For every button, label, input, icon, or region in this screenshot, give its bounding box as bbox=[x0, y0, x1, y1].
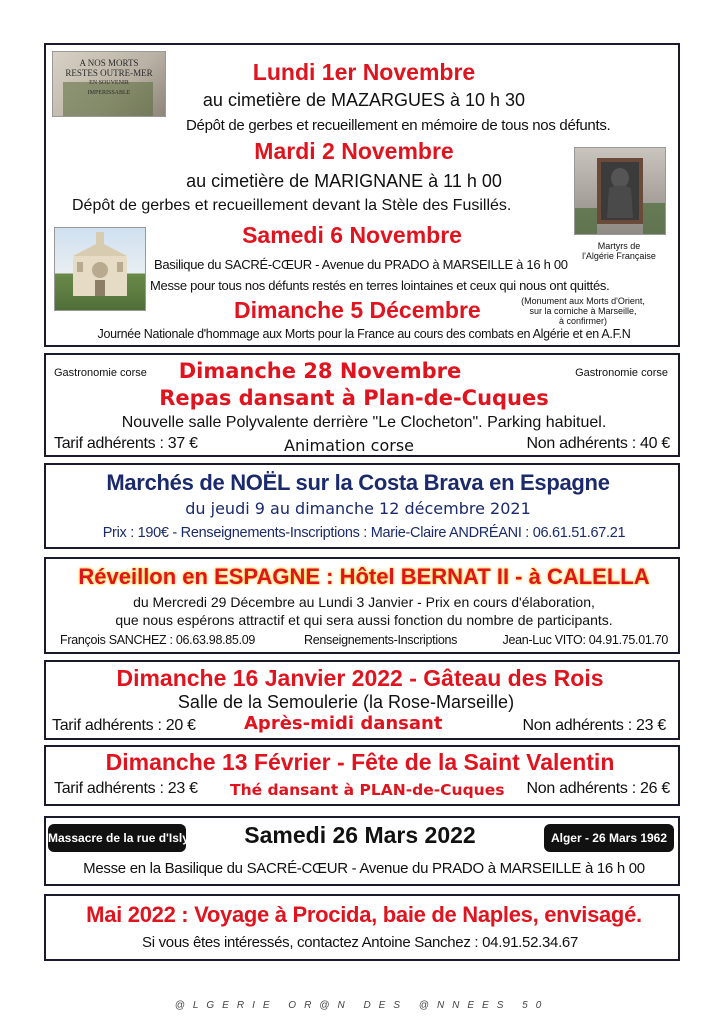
plaque-line: EN SOUVENIR bbox=[89, 80, 129, 86]
procida-trip-box bbox=[44, 894, 680, 961]
plaque-line: A NOS MORTS bbox=[79, 58, 139, 68]
dinner-price-non-members: Non adhérents : 40 € bbox=[526, 435, 670, 452]
kings-cake-price-members: Tarif adhérents : 20 € bbox=[52, 717, 196, 734]
kings-cake-venue: Salle de la Semoulerie (la Rose-Marseille) bbox=[177, 692, 515, 712]
corsican-dinner-box bbox=[44, 353, 680, 457]
reveillon-title: Réveillon en ESPAGNE : Hôtel BERNAT II - à CALELLA bbox=[78, 564, 650, 589]
event4-desc: Journée Nationale d'hommage aux Morts pour la France au cours des combats en Algérie et en A.F.N bbox=[97, 327, 631, 341]
event2-desc: Dépôt de gerbes et recueillement devant la Stèle des Fusillés. bbox=[72, 197, 512, 214]
kings-cake-price-non-members: Non adhérents : 23 € bbox=[522, 717, 666, 734]
statue-caption: Martyrs de bbox=[597, 241, 641, 251]
plaque-line: IMPERISSABLE bbox=[87, 90, 131, 96]
procida-title: Mai 2022 : Voyage à Procida, baie de Naples, envisagé. bbox=[86, 902, 642, 927]
isly-massacre-pill: Massacre de la rue d'Isly bbox=[48, 824, 186, 852]
right-tag: Gastronomie corse bbox=[575, 367, 668, 379]
valentine-price-non-members: Non adhérents : 26 € bbox=[526, 780, 670, 797]
kings-cake-activity: Après-midi dansant bbox=[244, 713, 443, 734]
isly-date: Samedi 26 Mars 2022 bbox=[244, 822, 476, 848]
event1-place: au cimetière de MAZARGUES à 10 h 30 bbox=[202, 90, 526, 110]
event4-note: à confirmer) bbox=[558, 316, 607, 326]
valentine-price-members: Tarif adhérents : 23 € bbox=[54, 780, 198, 797]
event4-note: (Monument aux Morts d'Orient, bbox=[521, 296, 645, 306]
contact-vito: Jean-Luc VITO: 04.91.75.01.70 bbox=[502, 633, 668, 647]
dinner-price-members: Tarif adhérents : 37 € bbox=[54, 435, 198, 452]
reveillon-line2: que nous espérons attractif et qui sera aussi fonction du nombre de participants. bbox=[115, 612, 613, 628]
new-year-eve-box bbox=[44, 557, 680, 654]
event2-place: au cimetière de MARIGNANE à 11 h 00 bbox=[186, 171, 502, 191]
reveillon-line1: du Mercredi 29 Décembre au Lundi 3 Janvier - Prix en cours d'élaboration, bbox=[133, 594, 595, 610]
contact-sanchez: François SANCHEZ : 06.63.98.85.09 bbox=[60, 633, 256, 647]
markets-info: Prix : 190€ - Renseignements-Inscriptions : Marie-Claire ANDRÉANI : 06.61.51.67.21 bbox=[102, 525, 626, 541]
markets-dates: du jeudi 9 au dimanche 12 décembre 2021 bbox=[185, 499, 531, 518]
event1-desc: Dépôt de gerbes et recueillement en mémoire de tous nos défunts. bbox=[186, 117, 611, 134]
event1-title: Lundi 1er Novembre bbox=[252, 59, 476, 85]
kings-cake-box bbox=[44, 660, 680, 740]
event2-title: Mardi 2 Novembre bbox=[254, 138, 454, 164]
commemorations-box bbox=[44, 43, 680, 347]
christmas-markets-box bbox=[44, 463, 680, 549]
event3-place: Basilique du SACRÉ-CŒUR - Avenue du PRADO à MARSEILLE à 16 h 00 bbox=[154, 257, 568, 272]
kings-cake-title: Dimanche 16 Janvier 2022 - Gâteau des Rois bbox=[116, 665, 604, 691]
event3-title: Samedi 6 Novembre bbox=[242, 222, 462, 248]
event4-note: sur la corniche à Marseille, bbox=[529, 306, 637, 316]
valentine-title: Dimanche 13 Février - Fête de la Saint Valentin bbox=[105, 749, 615, 775]
dinner-venue: Nouvelle salle Polyvalente derrière "Le Clocheton". Parking habituel. bbox=[121, 414, 607, 431]
dinner-title: Repas dansant à Plan-de-Cuques bbox=[159, 386, 549, 410]
isly-mass-box bbox=[44, 816, 680, 886]
valentine-box bbox=[44, 745, 680, 806]
left-tag: Gastronomie corse bbox=[54, 367, 147, 379]
plaque-line: RESTES OUTRE-MER bbox=[65, 68, 153, 78]
procida-contact: Si vous êtes intéressés, contactez Antoine Sanchez : 04.91.52.34.67 bbox=[141, 934, 579, 951]
markets-title: Marchés de NOËL sur la Costa Brava en Espagne bbox=[106, 470, 610, 495]
algiers-date-pill: Alger - 26 Mars 1962 bbox=[544, 824, 674, 852]
isly-desc: Messe en la Basilique du SACRÉ-CŒUR - Avenue du PRADO à MARSEILLE à 16 h 00 bbox=[83, 860, 645, 877]
dinner-date: Dimanche 28 Novembre bbox=[178, 359, 462, 383]
valentine-activity: Thé dansant à PLAN-de-Cuques bbox=[230, 781, 505, 799]
contact-label: Renseignements-Inscriptions bbox=[304, 633, 458, 647]
footer-signature: @LGERIE OR@N DES @NNEES 50 bbox=[174, 1000, 550, 1011]
statue-caption: l'Algérie Française bbox=[582, 251, 656, 261]
event3-desc: Messe pour tous nos défunts restés en terres lointaines et ceux qui nous ont quittés. bbox=[150, 278, 610, 293]
dinner-animation: Animation corse bbox=[284, 436, 414, 455]
event4-title: Dimanche 5 Décembre bbox=[234, 297, 481, 323]
